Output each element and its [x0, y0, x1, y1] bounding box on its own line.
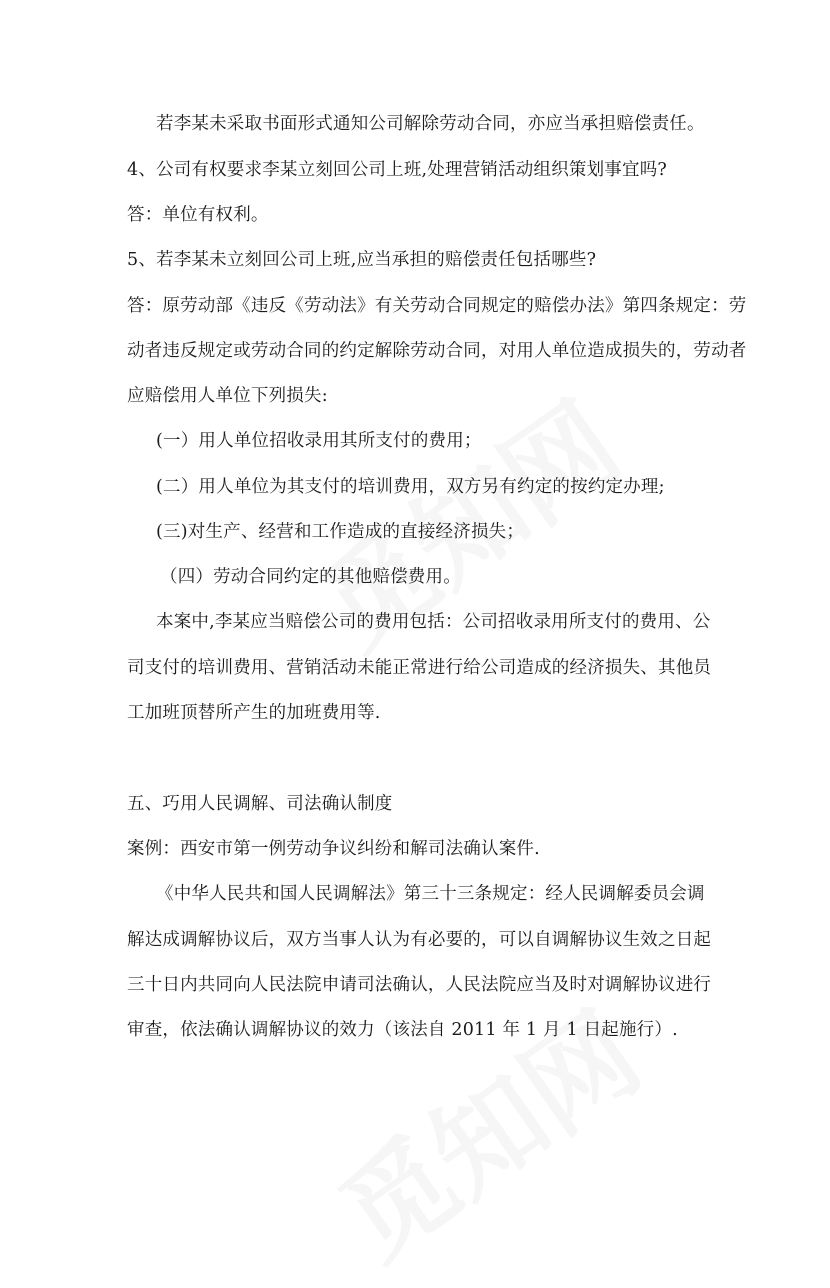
paragraph-line: 审查，依法确认调解协议的效力（该法自 2011 年 1 月 1 日起施行）.	[127, 1020, 678, 1040]
case-line: 案例：西安市第一例劳动争议纠纷和解司法确认案件.	[127, 839, 540, 859]
paragraph-line: 《中华人民共和国人民调解法》第三十三条规定：经人民调解委员会调	[156, 884, 705, 904]
paragraph-line: 三十日内共同向人民法院申请司法确认，人民法院应当及时对调解协议进行	[127, 975, 712, 995]
section-heading: 五、巧用人民调解、司法确认制度	[127, 794, 393, 814]
list-item: （四）劳动合同约定的其他赔偿费用。	[160, 567, 461, 587]
answer-line: 答：原劳动部《违反《劳动法》有关劳动合同规定的赔偿办法》第四条规定：劳	[127, 296, 747, 316]
paragraph-line: 司支付的培训费用、营销活动未能正常进行给公司造成的经济损失、其他员	[127, 658, 712, 678]
list-item: (三)对生产、经营和工作造成的直接经济损失；	[156, 522, 525, 542]
paragraph-line: 解达成调解协议后，双方当事人认为有必要的，可以自调解协议生效之日起	[127, 930, 712, 950]
list-item: (一）用人单位招收录用其所支付的费用；	[156, 431, 482, 451]
paragraph-line: 本案中,李某应当赔偿公司的费用包括：公司招收录用所支付的费用、公	[156, 612, 711, 632]
list-item: (二）用人单位为其支付的培训费用，双方另有约定的按约定办理;	[156, 477, 665, 497]
paragraph-line: 应赔偿用人单位下列损失:	[127, 386, 328, 406]
paragraph-line: 工加班顶替所产生的加班费用等.	[127, 703, 381, 723]
paragraph-line: 动者违反规定或劳动合同的约定解除劳动合同，对用人单位造成损失的，劳动者	[127, 341, 747, 361]
question-line: 5、若李某未立刻回公司上班,应当承担的赔偿责任包括哪些?	[127, 250, 597, 270]
question-line: 4、公司有权要求李某立刻回公司上班,处理营销活动组织策划事宜吗?	[127, 160, 667, 180]
answer-line: 答：单位有权利。	[127, 205, 269, 225]
paragraph-line: 若李某未采取书面形式通知公司解除劳动合同，亦应当承担赔偿责任。	[156, 114, 705, 134]
